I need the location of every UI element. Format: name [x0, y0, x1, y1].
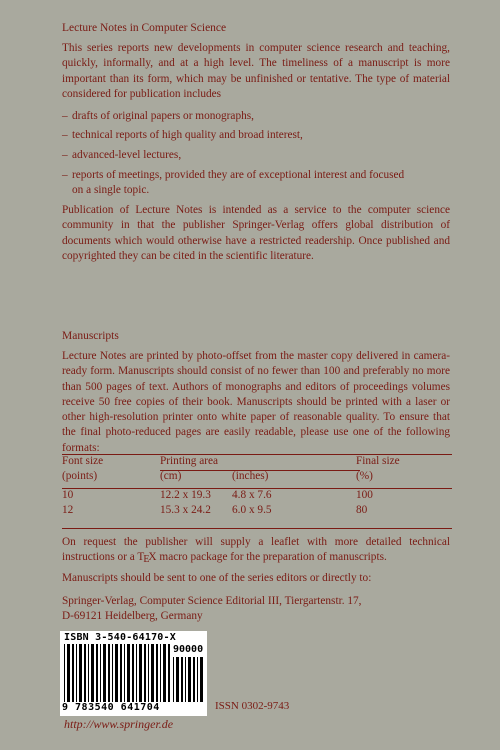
table-header-row: (points) (cm) (inches) (%)	[62, 470, 373, 482]
table-row: 12 15.3 x 24.2 6.0 x 9.5 80	[62, 504, 368, 516]
isbn-barcode	[60, 631, 207, 716]
publication-paragraph: Publication of Lecture Notes is intended as a service to the computer science community in that the publisher Springer-Verlag offers global distribution of documents which would otherwise have a restricted readership. Once published and copyrighted they can be cited in the scientific literature.	[62, 204, 450, 262]
list-item: – advanced-level lectures,	[62, 149, 182, 161]
table-rule	[62, 528, 452, 529]
manuscripts-heading: Manuscripts	[62, 330, 119, 342]
isbn-number: ISBN 3-540-64170-X	[64, 632, 176, 643]
list-item: – reports of meetings, provided they are of exceptional interest and focused on a single topic.	[62, 169, 405, 196]
issn-number: ISSN 0302-9743	[215, 700, 290, 712]
series-intro: This series reports new developments in computer science research and teaching, quickly, informally, and at a high level. The timeliness of a manuscript is more important than its form, which may be unfinished or tentative. The type of material considered for publication includes	[62, 42, 450, 100]
table-row: 10 12.2 x 19.3 4.8 x 7.6 100	[62, 489, 373, 501]
list-item: – technical reports of high quality and broad interest,	[62, 129, 303, 141]
list-item: – drafts of original papers or monographs,	[62, 110, 254, 122]
price-barcode-icon	[173, 657, 203, 702]
ean-digits: 9 783540 641704	[62, 702, 160, 713]
publisher-url[interactable]: http://www.springer.de	[64, 717, 174, 731]
series-title: Lecture Notes in Computer Science	[62, 22, 227, 34]
formats-table	[62, 455, 452, 519]
manuscripts-paragraph: Lecture Notes are printed by photo-offset from the master copy delivered in camera-ready form. Manuscripts should consist of no fewer than 100 and preferably no more than 500 pages of text. Authors of monographs and editors of proceedings volumes receive 50 free copies of their book. Manuscripts should be printed with a laser or other high-resolution printer onto white paper of reasonable quality. To ensure that the final photo-reduced pages are easily readable, please use one of the following formats:	[62, 350, 450, 454]
price-code: 90000	[173, 644, 204, 655]
publisher-address: Springer-Verlag, Computer Science Editorial III, Tiergartenstr. 17, D-69121 Heidelberg, Germany	[62, 595, 362, 623]
send-to-line: Manuscripts should be sent to one of the series editors or directly to:	[62, 572, 372, 584]
table-header-row: Font size Printing area Final size	[62, 455, 400, 467]
barcode-icon	[64, 644, 171, 702]
request-paragraph: On request the publisher will supply a leaflet with more detailed technical instructions or a TEX macro package for the preparation of manuscripts.	[62, 536, 450, 566]
